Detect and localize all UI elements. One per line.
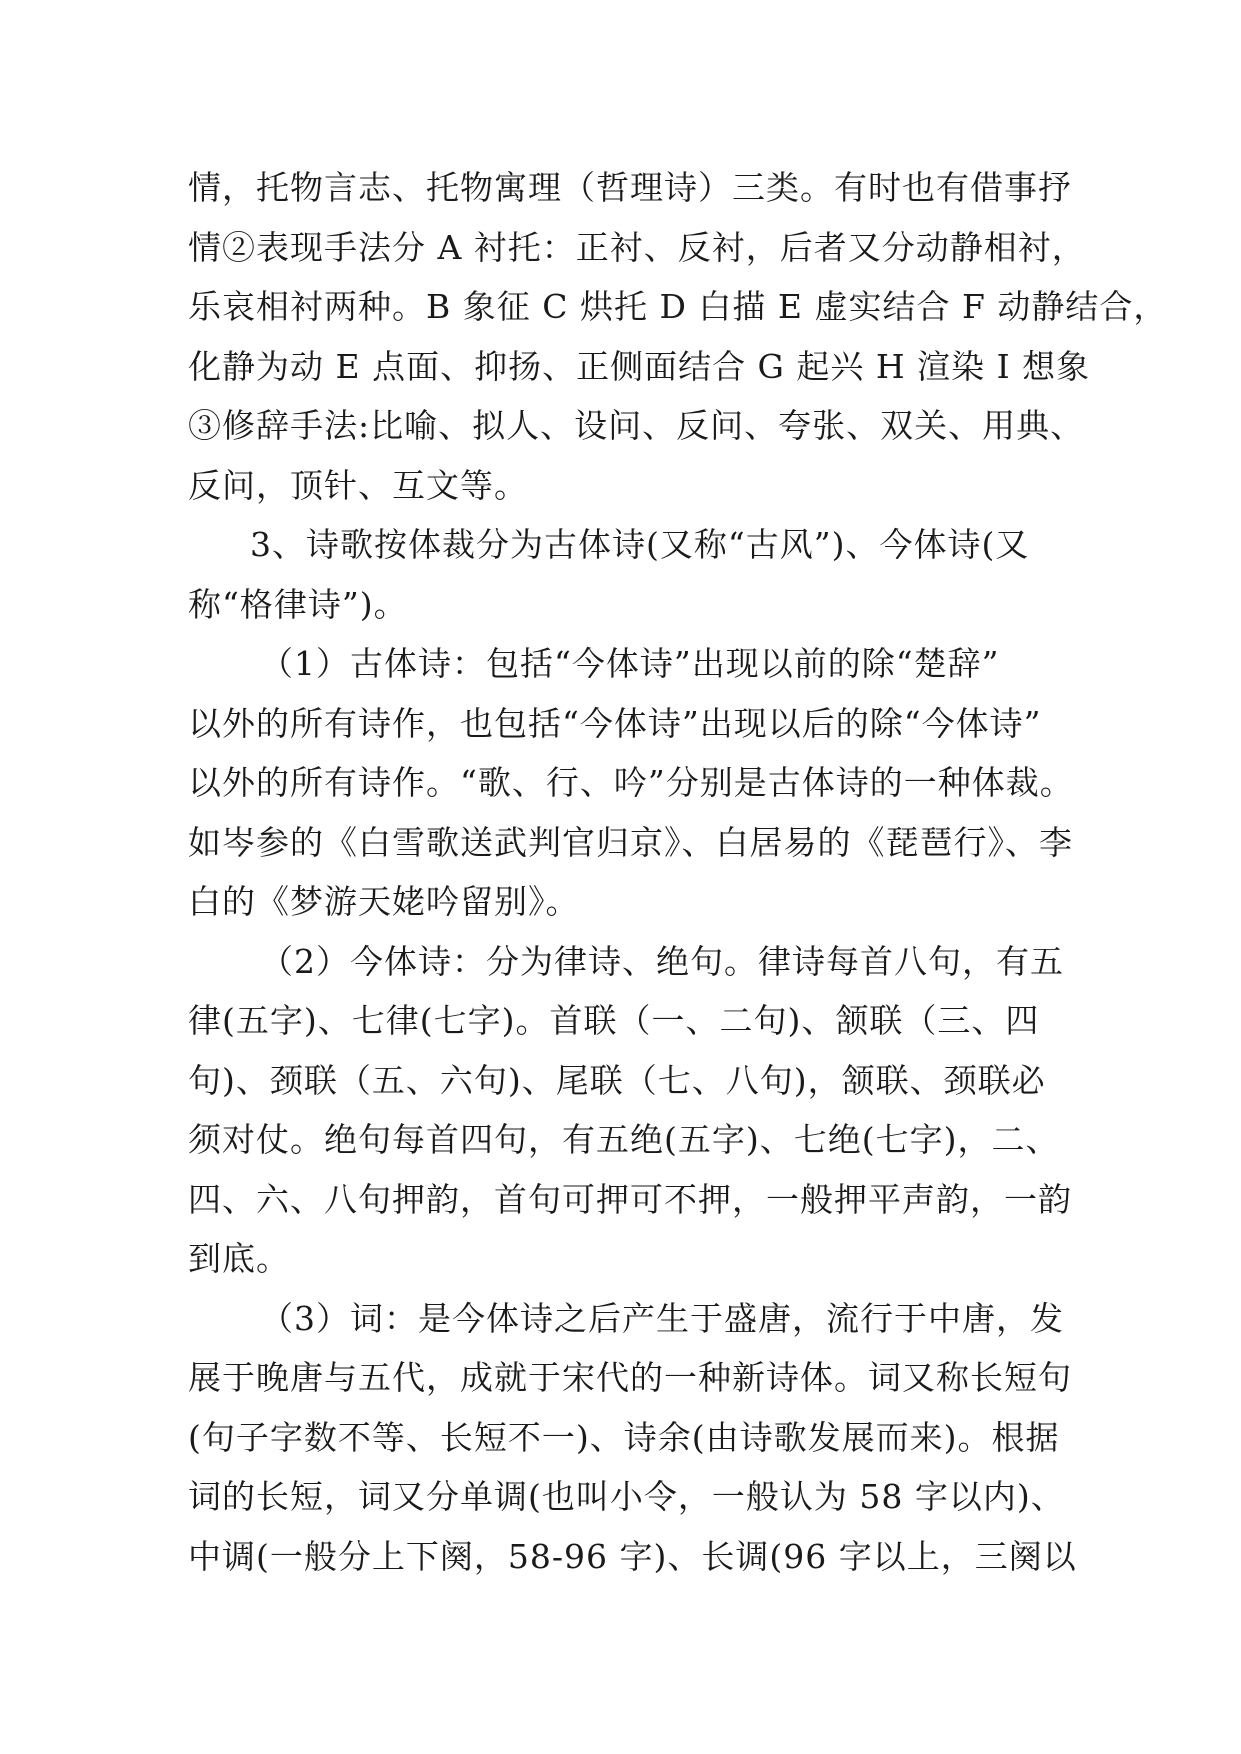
text-line: 以外的所有诗作。“歌、行、吟”分别是古体诗的一种体裁。 [188, 763, 1074, 802]
text-line: 情，托物言志、托物寓理（哲理诗）三类。有时也有借事抒 [188, 168, 1072, 207]
section-heading-3: 3、诗歌按体裁分为古体诗(又称“古风”)、今体诗(又 [250, 525, 1030, 564]
text-line: 以外的所有诗作，也包括“今体诗”出现以后的除“今体诗” [188, 703, 1042, 743]
text-line: (句子字数不等、长短不一)、诗余(由诗歌发展而来)。根据 [188, 1417, 1060, 1457]
text-line: ③修辞手法:比喻、拟人、设问、反问、夸张、双关、用典、 [188, 406, 1085, 445]
text-line: 律(五字)、七律(七字)。首联（一、二句)、颔联（三、四 [188, 1001, 1040, 1040]
text-line: 反问，顶针、互文等。 [188, 465, 528, 505]
text-line: 到底。 [188, 1239, 290, 1278]
subsection-heading-1: （1）古体诗：包括“今体诗”出现以前的除“楚辞” [260, 644, 1000, 683]
subsection-heading-3: （3）词：是今体诗之后产生于盛唐，流行于中唐，发 [260, 1298, 1064, 1338]
text-line: 句)、颈联（五、六句)、尾联（七、八句)，颔联、颈联必 [188, 1060, 1046, 1100]
text-line: 乐哀相衬两种。B 象征 C 烘托 D 白描 E 虚实结合 F 动静结合， [188, 287, 1168, 326]
text-line: 中调(一般分上下阕，58-96 字)、长调(96 字以上，三阕以 [188, 1536, 1077, 1576]
text-line: 如岑参的《白雪歌送武判官归京》、白居易的《琵琶行》、李 [188, 822, 1073, 862]
text-line: 称“格律诗”)。 [188, 584, 408, 624]
text-line: 化静为动 E 点面、抑扬、正侧面结合 G 起兴 H 渲染 I 想象 [188, 346, 1091, 386]
text-line: 须对仗。绝句每首四句，有五绝(五字)、七绝(七字)，二、 [188, 1120, 1060, 1159]
text-line: 情②表现手法分 A 衬托：正衬、反衬，后者又分动静相衬， [188, 227, 1086, 267]
text-line: 白的《梦游天姥吟留别》。 [188, 882, 580, 921]
subsection-heading-2: （2）今体诗：分为律诗、绝句。律诗每首八句，有五 [260, 941, 1064, 981]
text-line: 词的长短，词又分单调(也叫小令，一般认为 58 字以内)、 [188, 1477, 1065, 1516]
document-body [188, 158, 1168, 1586]
text-line: 四、六、八句押韵，首句可押可不押，一般押平声韵，一韵 [188, 1179, 1072, 1219]
text-line: 展于晚唐与五代，成就于宋代的一种新诗体。词又称长短句 [188, 1358, 1072, 1397]
